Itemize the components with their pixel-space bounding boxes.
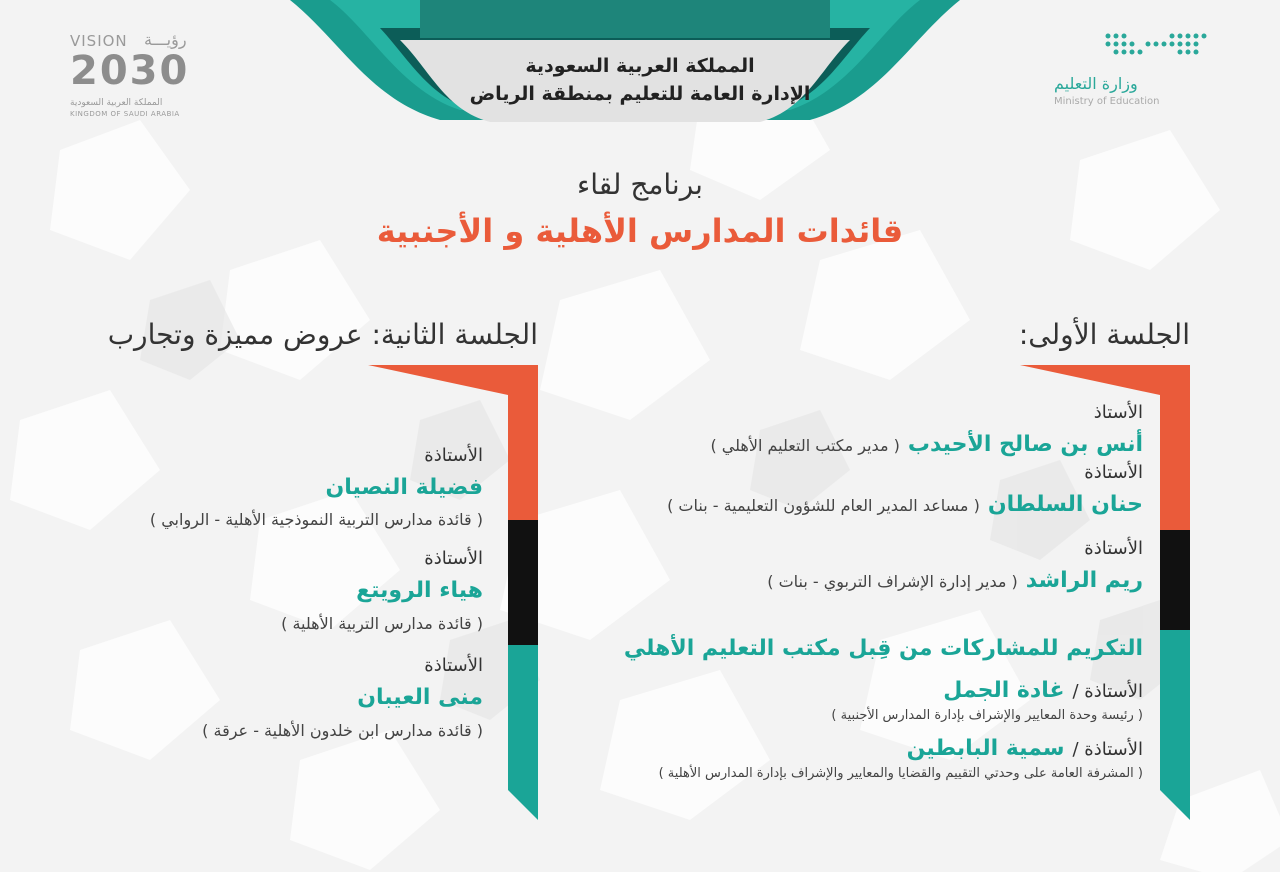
vision-sub-ar: المملكة العربية السعودية: [70, 98, 163, 108]
honoree2: [907, 736, 1143, 761]
s1-speaker2: [667, 492, 1143, 517]
s1-speaker2-name: حنان السلطان: [987, 492, 1143, 517]
s1-speaker3: [767, 568, 1143, 593]
honoree1-title: الأستاذة /: [1072, 681, 1143, 702]
vision-year: 2030: [70, 48, 190, 94]
session2-heading: الجلسة الثانية: عروض مميزة وتجارب: [107, 318, 538, 351]
s1-speaker2-role: ( مساعد المدير العام للشؤون التعليمية - بنات ): [667, 496, 980, 515]
honoree2-role: ( المشرفة العامة على وحدتي التقييم والقضايا والمعايير والإشراف بإدارة المدارس الأهلية ): [658, 766, 1143, 781]
header-line1: المملكة العربية السعودية: [525, 55, 755, 77]
s1-speaker1-role: ( مدير مكتب التعليم الأهلي ): [710, 436, 900, 455]
s2-speaker2-title: الأستاذة: [424, 548, 483, 569]
s1-speaker3-name: ريم الراشد: [1025, 568, 1143, 593]
s1-speaker3-title: الأستاذة: [1084, 538, 1143, 559]
honoree1: [943, 678, 1143, 703]
s2-speaker1-role: ( قائدة مدارس التربية النموذجية الأهلية - الروابي ): [149, 510, 483, 529]
ministry-en: Ministry of Education: [1054, 96, 1160, 107]
ministry-logo: [1040, 28, 1220, 118]
s1-speaker1-name: أنس بن صالح الأحيدب: [907, 432, 1143, 457]
s1-speaker1: [710, 432, 1143, 457]
honoree2-title: الأستاذة /: [1072, 739, 1143, 760]
ministry-ar: وزارة التعليم: [1054, 74, 1138, 93]
vision-ar: رؤيـــة: [144, 30, 187, 49]
vision-2030-logo: [70, 30, 200, 118]
s2-speaker1-title: الأستاذة: [424, 445, 483, 466]
honoree1-name: غادة الجمل: [943, 678, 1065, 703]
s1-speaker2-title: الأستاذة: [1084, 462, 1143, 483]
s2-speaker1-name: فضيلة النصيان: [325, 475, 483, 500]
honor-heading: التكريم للمشاركات من قِبل مكتب التعليم الأهلي: [623, 636, 1143, 661]
header-text: [440, 52, 840, 108]
program-title: برنامج لقاء: [577, 168, 703, 201]
s2-speaker2-name: هياء الرويتع: [356, 578, 483, 603]
honoree2-name: سمية البابطين: [906, 736, 1065, 761]
honoree1-role: ( رئيسة وحدة المعايير والإشراف بإدارة المدارس الأجنبية ): [831, 708, 1143, 723]
main-title: قائدات المدارس الأهلية و الأجنبية: [376, 212, 904, 250]
s2-speaker3-name: منى العيبان: [357, 685, 483, 710]
s1-speaker1-title: الأستاذ: [1093, 402, 1143, 423]
s2-speaker3-title: الأستاذة: [424, 655, 483, 676]
s1-speaker3-role: ( مدير إدارة الإشراف التربوي - بنات ): [767, 572, 1018, 591]
header-line2: الإدارة العامة للتعليم بمنطقة الرياض: [469, 83, 811, 105]
ministry-dots-icon: [1104, 32, 1208, 62]
s2-speaker3-role: ( قائدة مدارس ابن خلدون الأهلية - عرقة ): [202, 721, 483, 740]
session1-heading: الجلسة الأولى:: [1018, 318, 1190, 351]
s2-speaker2-role: ( قائدة مدارس التربية الأهلية ): [281, 614, 483, 633]
vision-sub-en: KINGDOM OF SAUDI ARABIA: [70, 110, 180, 118]
vision-en: VISION: [70, 32, 128, 50]
